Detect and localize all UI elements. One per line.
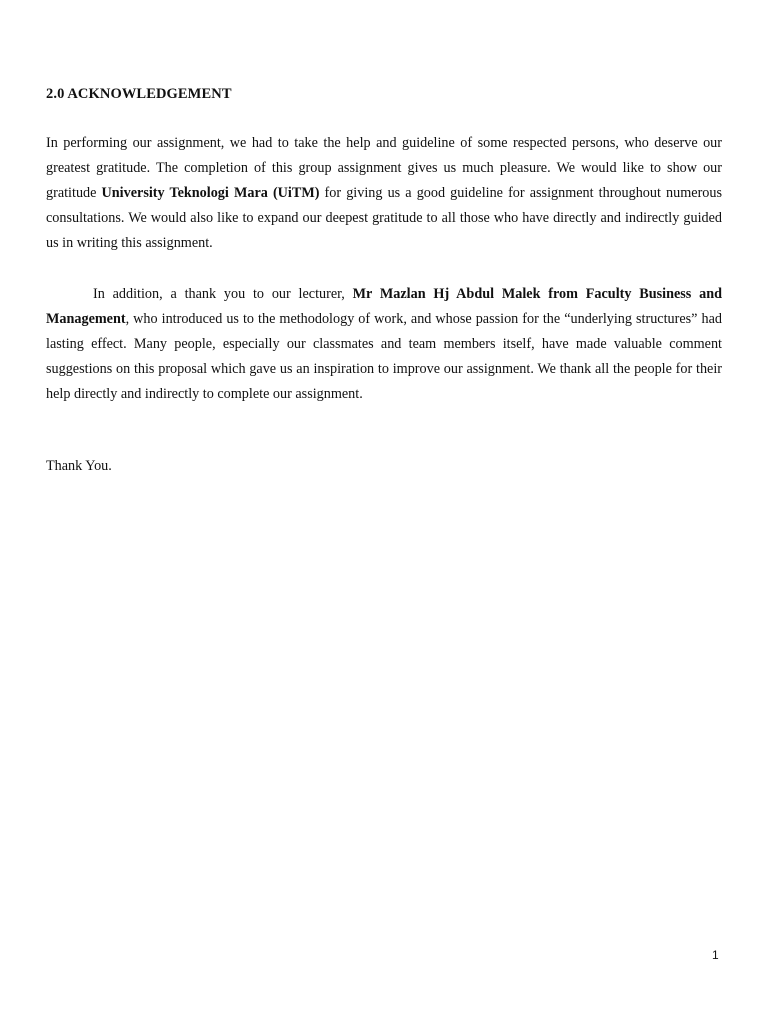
paragraph-text: for giving us a good guideline for assignment throughout numerous consultations. We would also like to expand our deepest gratitude to all those who have directly and indirectly guided us in writing this assignment. [46, 185, 723, 251]
closing-text: Thank You. [46, 458, 112, 474]
paragraph-text: In addition, a thank you to our lecturer, [93, 286, 353, 302]
university-name: University Teknologi Mara (UiTM) [101, 185, 320, 201]
paragraph-lecturer [46, 282, 722, 407]
lecturer-name: Mr Mazlan Hj Abdul Malek from Faculty Business and Management [46, 286, 722, 327]
section-heading: 2.0 ACKNOWLEDGEMENT [46, 86, 232, 102]
page-number: 1 [712, 948, 719, 962]
paragraph-text: In performing our assignment, we had to take the help and guideline of some respected persons, who deserve our greatest gratitude. The completion of this group assignment gives us much pleasure. We would like to show our gratitude [46, 135, 722, 201]
paragraph-text: , who introduced us to the methodology of work, and whose passion for the “underlying structures” had lasting effect. Many people, especially our classmates and team members itself, have made valuable comment suggestions on this proposal which gave us an inspiration to improve our assignment. We thank all the people for their help directly and indirectly to complete our assignment. [46, 311, 722, 402]
paragraph-gratitude [46, 131, 722, 256]
